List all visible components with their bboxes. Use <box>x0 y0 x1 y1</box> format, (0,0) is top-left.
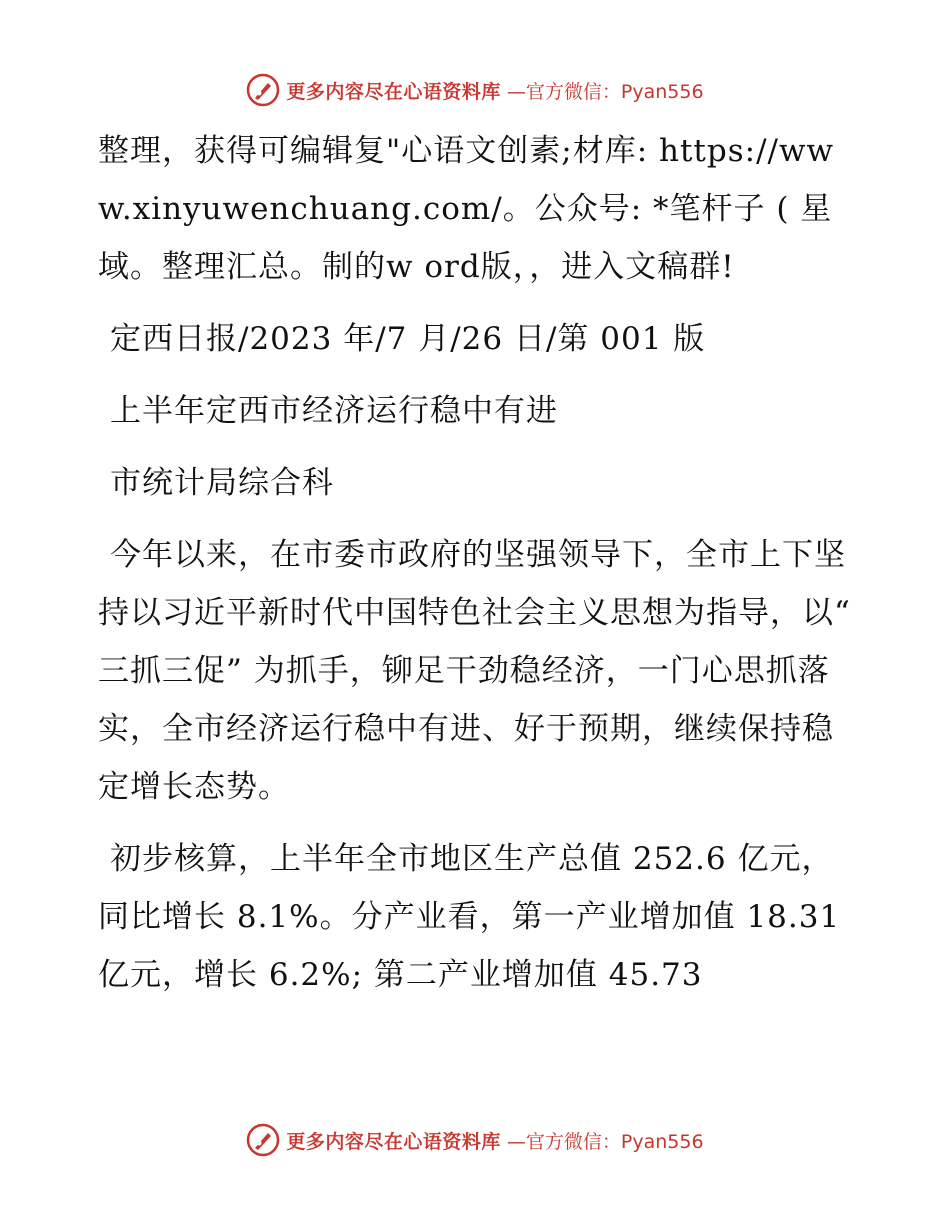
watermark-sub-text: —官方微信：Pyan556 <box>506 1130 704 1153</box>
watermark-header <box>0 72 950 108</box>
watermark-main-text: 更多内容尽在心语资料库 <box>286 1130 501 1153</box>
body-paragraph: 初步核算，上半年全市地区生产总值 252.6 亿元，同比增长 8.1%。分产业看，第一产业增加值 18.31 亿元，增长 6.2%; 第二产业增加值 45.73 <box>98 841 841 993</box>
watermark-main-text: 更多内容尽在心语资料库 <box>286 80 501 103</box>
article-title: 上半年定西市经济运行稳中有进 <box>110 393 558 429</box>
watermark-group <box>246 73 703 107</box>
pen-logo-icon <box>246 1123 280 1157</box>
pen-logo-icon <box>246 73 280 107</box>
body-paragraph: 今年以来，在市委市政府的坚强领导下，全市上下坚持以习近平新时代中国特色社会主义思想为指导，以“ 三抓三促” 为抓手，铆足干劲稳经济，一门心思抓落实，全市经济运行稳中有进、好于预期，继续保持稳定增长态势。 <box>98 537 851 805</box>
document-body <box>98 122 858 1018</box>
watermark-group <box>246 1123 703 1157</box>
intro-paragraph: 整理，获得可编辑复"心语文创素;材库: https://www.xinyuwenchuang.com/。公众号: *笔杆子 ( 星域。整理汇总。制的w ord版，，进入文稿群! <box>98 133 835 285</box>
watermark-sub-text: —官方微信：Pyan556 <box>506 80 704 103</box>
source-line: 定西日报/2023 年/7 月/26 日/第 001 版 <box>110 321 706 357</box>
article-author: 市统计局综合科 <box>110 465 334 501</box>
watermark-footer <box>0 1122 950 1158</box>
